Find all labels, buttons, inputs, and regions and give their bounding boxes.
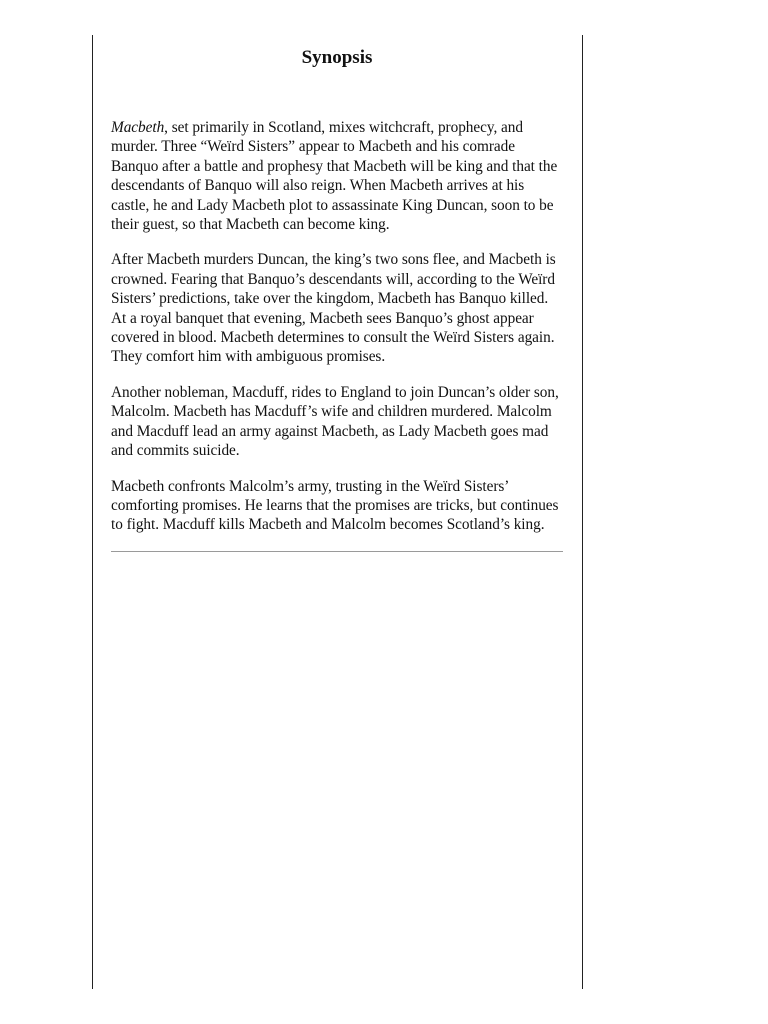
paragraph-2: After Macbeth murders Duncan, the king’s two sons flee, and Macbeth is crowned. Fearing that Banquo’s descendants will, according to the Weïrd Sisters’ predictions, take over the kingdom, Macbeth has Banquo killed. At a royal banquet that evening, Macbeth sees Banquo’s ghost appear covered in blood. Macbeth determines to consult the Weïrd Sisters again. They comfort him with ambiguous promises.: [111, 251, 556, 366]
synopsis-body: [111, 118, 563, 535]
left-margin-rule: [92, 35, 93, 989]
section-divider: [111, 551, 563, 552]
play-title-italic: Macbeth: [111, 119, 165, 136]
right-margin-rule: [582, 35, 583, 989]
paragraph-1: [111, 118, 563, 234]
synopsis-page: [111, 45, 563, 552]
page-title: Synopsis: [301, 47, 373, 68]
paragraph-1-text: , set primarily in Scotland, mixes witchcraft, prophecy, and murder. Three “Weïrd Sisters” appear to Macbeth and his comrade Banquo after a battle and prophesy that Macbeth will be king and that the descendants of Banquo will also reign. When Macbeth arrives at his castle, he and Lady Macbeth plot to assassinate King Duncan, soon to be their guest, so that Macbeth can become king.: [111, 119, 558, 234]
paragraph-3: Another nobleman, Macduff, rides to England to join Duncan’s older son, Malcolm. Macbeth has Macduff’s wife and children murdered. Malcolm and Macduff lead an army against Macbeth, as Lady Macbeth goes mad and commits suicide.: [111, 383, 559, 460]
paragraph-4: Macbeth confronts Malcolm’s army, trusting in the Weïrd Sisters’ comforting promises. He learns that the promises are tricks, but continues to fight. Macduff kills Macbeth and Malcolm becomes Scotland’s king.: [111, 477, 559, 534]
